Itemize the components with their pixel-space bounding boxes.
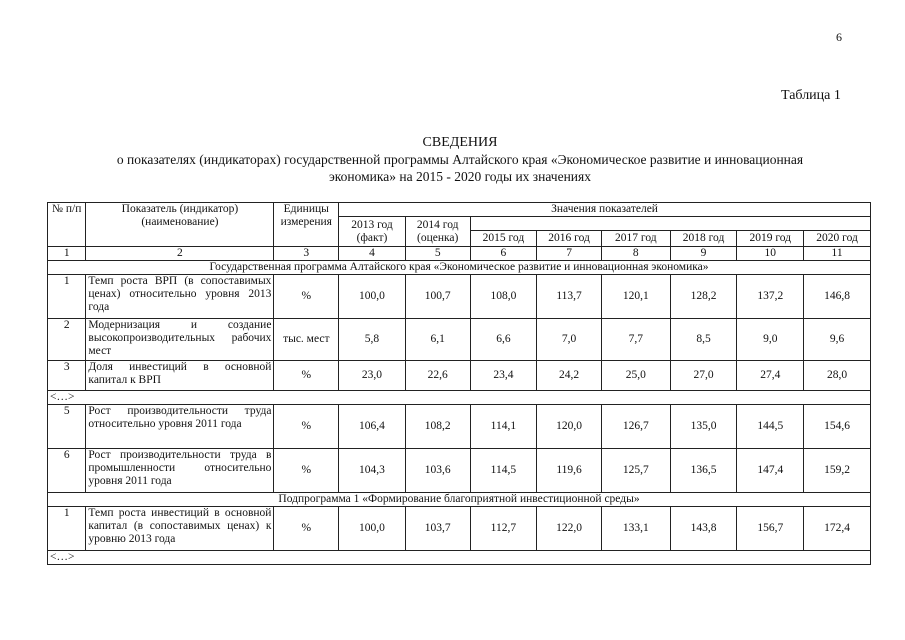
value-cell: 143,8	[670, 507, 737, 551]
value-cell: 113,7	[537, 275, 602, 319]
value-cell: 144,5	[737, 405, 804, 449]
table-row	[48, 275, 871, 319]
header-spacer	[470, 217, 870, 231]
value-cell: 8,5	[670, 319, 737, 361]
header-2018: 2018 год	[670, 231, 737, 247]
value-cell: 100,7	[405, 275, 470, 319]
header-2020: 2020 год	[804, 231, 871, 247]
unit-cell: %	[274, 405, 339, 449]
subprogram-section-row	[48, 493, 871, 507]
omitted-rows-marker	[48, 551, 871, 565]
table-row	[48, 449, 871, 493]
ellipsis-text: <…>	[48, 391, 871, 405]
unit-cell: %	[274, 449, 339, 493]
value-cell: 9,0	[737, 319, 804, 361]
value-cell: 24,2	[537, 361, 602, 391]
col-number: 5	[405, 247, 470, 261]
table-body	[48, 203, 871, 565]
col-number: 1	[48, 247, 86, 261]
program-section-row-title: Государственная программа Алтайского края «Экономическое развитие и инновационная экономика»	[48, 261, 871, 275]
unit-cell: %	[274, 507, 339, 551]
header-values-group: Значения показателей	[339, 203, 871, 217]
value-cell: 119,6	[537, 449, 602, 493]
value-cell: 7,7	[601, 319, 670, 361]
unit-cell: тыс. мест	[274, 319, 339, 361]
col-number: 7	[537, 247, 602, 261]
value-cell: 23,0	[339, 361, 406, 391]
value-cell: 100,0	[339, 275, 406, 319]
value-cell: 6,6	[470, 319, 537, 361]
value-cell: 106,4	[339, 405, 406, 449]
value-cell: 22,6	[405, 361, 470, 391]
row-number: 6	[48, 449, 86, 493]
value-cell: 126,7	[601, 405, 670, 449]
col-number: 4	[339, 247, 406, 261]
header-indicator: Показатель (индикатор) (наименование)	[86, 203, 274, 247]
value-cell: 28,0	[804, 361, 871, 391]
value-cell: 27,0	[670, 361, 737, 391]
table-row	[48, 319, 871, 361]
subtitle-line-2: экономика» на 2015 - 2020 годы их значениях	[328, 169, 591, 184]
value-cell: 112,7	[470, 507, 537, 551]
value-cell: 7,0	[537, 319, 602, 361]
subtitle-line-1: о показателях (индикаторах) государственной программы Алтайского края «Экономическое развитие и инновационная	[116, 152, 804, 167]
value-cell: 136,5	[670, 449, 737, 493]
row-number: 1	[48, 275, 86, 319]
col-number: 11	[804, 247, 871, 261]
program-section-row	[48, 261, 871, 275]
header-no: № п/п	[48, 203, 86, 247]
value-cell: 103,7	[405, 507, 470, 551]
value-cell: 172,4	[804, 507, 871, 551]
indicator-name: Темп роста инвестиций в основной капитал (в сопоставимых ценах) к уровню 2013 года	[86, 507, 274, 551]
value-cell: 103,6	[405, 449, 470, 493]
value-cell: 23,4	[470, 361, 537, 391]
row-number: 5	[48, 405, 86, 449]
header-2013: 2013 год (факт)	[339, 217, 406, 247]
value-cell: 6,1	[405, 319, 470, 361]
header-2016: 2016 год	[537, 231, 602, 247]
value-cell: 104,3	[339, 449, 406, 493]
col-number: 2	[86, 247, 274, 261]
col-number: 6	[470, 247, 537, 261]
value-cell: 27,4	[737, 361, 804, 391]
value-cell: 147,4	[737, 449, 804, 493]
ellipsis-text: <…>	[48, 551, 871, 565]
value-cell: 108,0	[470, 275, 537, 319]
unit-cell: %	[274, 361, 339, 391]
indicators-table	[47, 202, 871, 565]
value-cell: 125,7	[601, 449, 670, 493]
value-cell: 108,2	[405, 405, 470, 449]
col-number: 3	[274, 247, 339, 261]
value-cell: 120,0	[537, 405, 602, 449]
row-number: 2	[48, 319, 86, 361]
document-subtitle	[40, 151, 880, 185]
value-cell: 100,0	[339, 507, 406, 551]
header-unit: Единицы измерения	[274, 203, 339, 247]
value-cell: 156,7	[737, 507, 804, 551]
col-number: 8	[601, 247, 670, 261]
subprogram-section-row-title: Подпрограмма 1 «Формирование благоприятной инвестиционной среды»	[48, 493, 871, 507]
table-label: Таблица 1	[781, 88, 841, 103]
value-cell: 120,1	[601, 275, 670, 319]
indicator-name: Рост производительности труда в промышленности относительно уровня 2011 года	[86, 449, 274, 493]
indicator-name: Доля инвестиций в основной капитал к ВРП	[86, 361, 274, 391]
header-row-1	[48, 203, 871, 217]
value-cell: 5,8	[339, 319, 406, 361]
col-number: 10	[737, 247, 804, 261]
page-number: 6	[836, 30, 842, 44]
value-cell: 154,6	[804, 405, 871, 449]
value-cell: 122,0	[537, 507, 602, 551]
value-cell: 137,2	[737, 275, 804, 319]
value-cell: 159,2	[804, 449, 871, 493]
value-cell: 25,0	[601, 361, 670, 391]
value-cell: 135,0	[670, 405, 737, 449]
header-2014: 2014 год (оценка)	[405, 217, 470, 247]
document-title: СВЕДЕНИЯ	[422, 135, 498, 150]
value-cell: 9,6	[804, 319, 871, 361]
row-number: 3	[48, 361, 86, 391]
value-cell: 114,5	[470, 449, 537, 493]
table-row	[48, 405, 871, 449]
table-row	[48, 507, 871, 551]
value-cell: 146,8	[804, 275, 871, 319]
indicator-name: Темп роста ВРП (в сопоставимых ценах) относительно уровня 2013 года	[86, 275, 274, 319]
col-number: 9	[670, 247, 737, 261]
value-cell: 133,1	[601, 507, 670, 551]
value-cell: 114,1	[470, 405, 537, 449]
header-2015: 2015 год	[470, 231, 537, 247]
omitted-rows-marker	[48, 391, 871, 405]
row-number: 1	[48, 507, 86, 551]
unit-cell: %	[274, 275, 339, 319]
indicator-name: Рост производительности труда относительно уровня 2011 года	[86, 405, 274, 449]
value-cell: 128,2	[670, 275, 737, 319]
column-numbers-row	[48, 247, 871, 261]
indicator-name: Модернизация и создание высокопроизводительных рабочих мест	[86, 319, 274, 361]
header-2017: 2017 год	[601, 231, 670, 247]
table-row	[48, 361, 871, 391]
header-2019: 2019 год	[737, 231, 804, 247]
